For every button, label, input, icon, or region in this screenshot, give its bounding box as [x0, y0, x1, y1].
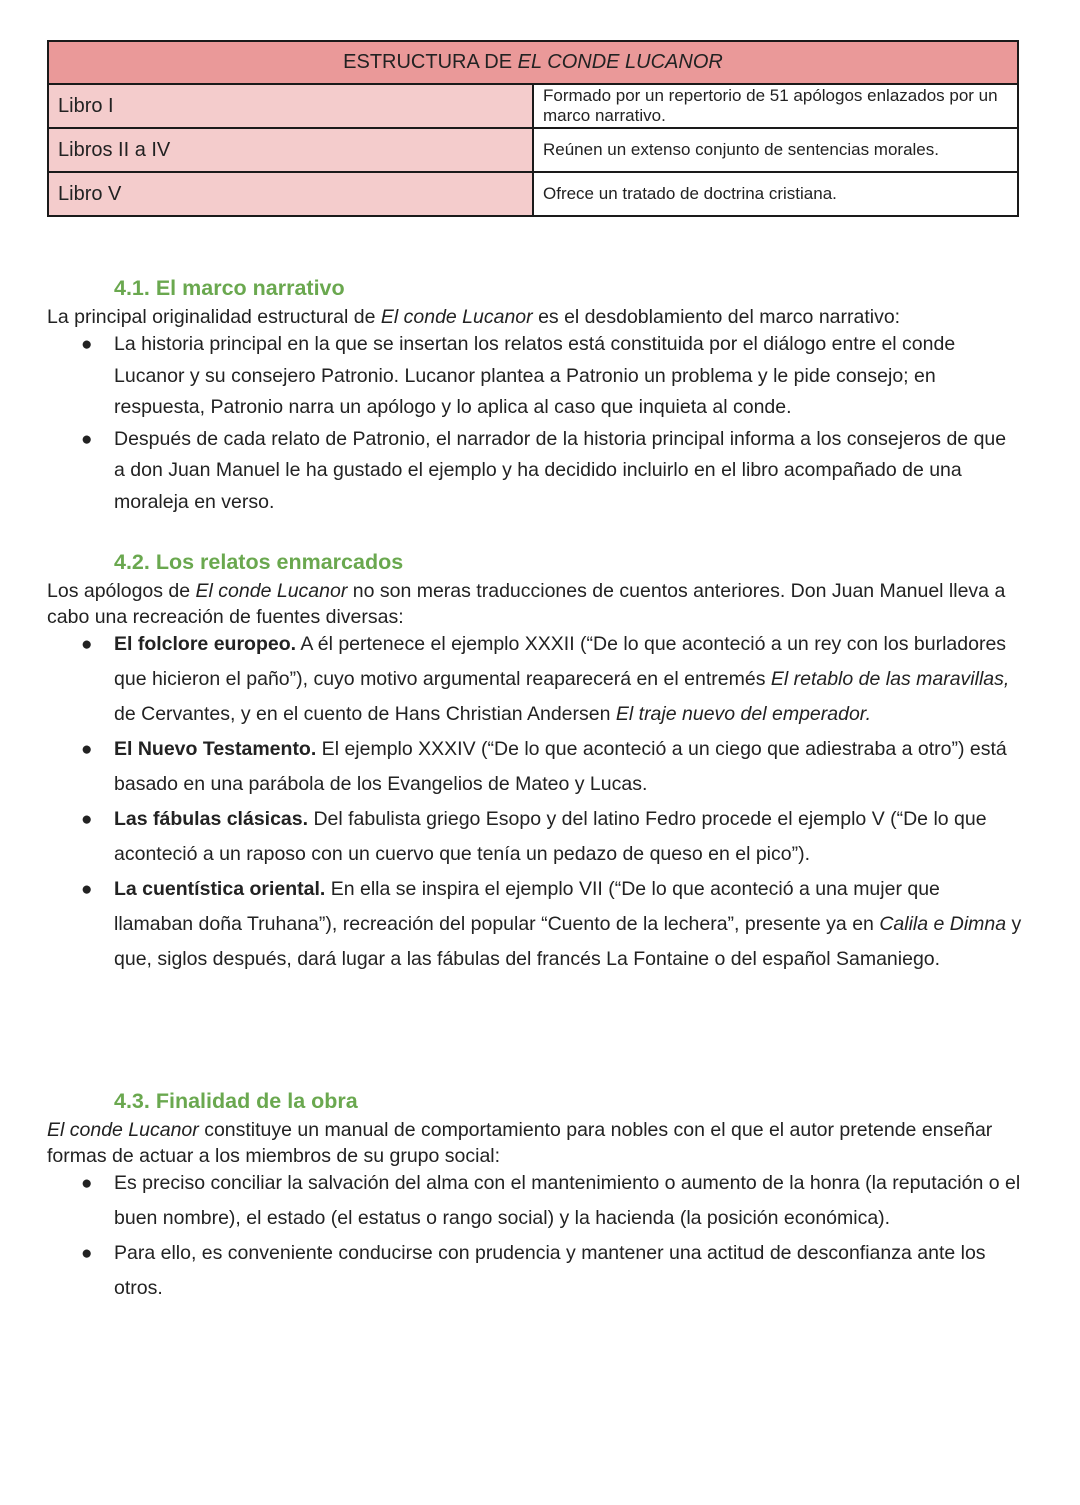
bullet-icon: ●: [81, 334, 93, 355]
section-intro: Los apólogos de El conde Lucanor no son meras traducciones de cuentos anteriores. Don Juan Manuel lleva a cabo una recreación de fuentes diversas:: [47, 580, 1006, 628]
bullet-list: [47, 1166, 1022, 1306]
bullet-icon: ●: [81, 879, 93, 900]
book-cell: Libro I: [48, 84, 533, 128]
bullet-icon: ●: [81, 809, 93, 830]
bullet-icon: ●: [81, 428, 93, 450]
section-intro: La principal originalidad estructural de El conde Lucanor es el desdoblamiento del marco narrativo:: [47, 306, 901, 328]
bullet-list: [47, 627, 1022, 977]
description-cell: Reúnen un extenso conjunto de sentencias morales.: [533, 128, 1018, 172]
section-title-relatos-enmarcados: 4.2. Los relatos enmarcados: [114, 550, 404, 574]
bullet-icon: ●: [81, 634, 93, 655]
description-cell: Ofrece un tratado de doctrina cristiana.: [533, 172, 1018, 216]
table-row: [48, 172, 1018, 216]
list-item: ● El folclore europeo. A él pertenece el ejemplo XXXII (“De lo que aconteció a un rey con los burladores que hicieron el paño”), cuyo motivo argumental reaparecerá en el entremés El retablo de las maravillas, de Cervantes, y en el cuento de Hans Christian Andersen El traje nuevo del emperador.: [47, 627, 1022, 732]
list-item: ● El Nuevo Testamento. El ejemplo XXXIV (“De lo que aconteció a un ciego que adiestraba a otro”) está basado en una parábola de los Evangelios de Mateo y Lucas.: [47, 732, 1022, 802]
section-title-finalidad: 4.3. Finalidad de la obra: [114, 1089, 358, 1113]
list-item: ● Después de cada relato de Patronio, el narrador de la historia principal informa a los consejeros de que a don Juan Manuel le ha gustado el ejemplo y ha decidido incluirlo en el libro acompañado de una moraleja en verso.: [47, 424, 1022, 519]
section-title-marco-narrativo: 4.1. El marco narrativo: [114, 276, 345, 300]
structure-table: [47, 40, 1019, 217]
list-item: ● Para ello, es conveniente conducirse con prudencia y mantener una actitud de desconfianza ante los otros.: [47, 1236, 1022, 1306]
bullet-icon: ●: [81, 1173, 93, 1194]
list-item: ● La cuentística oriental. En ella se inspira el ejemplo VII (“De lo que aconteció a una mujer que llamaban doña Truhana”), recreación del popular “Cuento de la lechera”, presente ya en Calila e Dimna y que, siglos después, dará lugar a las fábulas del francés La Fontaine o del español Samaniego.: [47, 872, 1022, 977]
table-header: ESTRUCTURA DE EL CONDE LUCANOR: [48, 41, 1018, 84]
book-cell: Libro V: [48, 172, 533, 216]
bullet-list: [47, 329, 1022, 518]
list-item: ● Es preciso conciliar la salvación del alma con el mantenimiento o aumento de la honra (la reputación o el buen nombre), el estado (el estatus o rango social) y la hacienda (la posición económica).: [47, 1166, 1022, 1236]
list-item: ● Las fábulas clásicas. Del fabulista griego Esopo y del latino Fedro procede el ejemplo V (“De lo que aconteció a un raposo con un cuervo que tenía un pedazo de queso en el pico”).: [47, 802, 1022, 872]
bullet-icon: ●: [81, 739, 93, 760]
book-cell: Libros II a IV: [48, 128, 533, 172]
bullet-icon: ●: [81, 1243, 93, 1264]
list-item: ● La historia principal en la que se insertan los relatos está constituida por el diálogo entre el conde Lucanor y su consejero Patronio. Lucanor plantea a Patronio un problema y le pide consejo; en respuesta, Patronio narra un apólogo y lo aplica al caso que inquieta al conde.: [47, 329, 1022, 424]
description-cell: Formado por un repertorio de 51 apólogos enlazados por un marco narrativo.: [533, 84, 1018, 128]
table-row: [48, 128, 1018, 172]
section-intro: El conde Lucanor constituye un manual de comportamiento para nobles con el que el autor pretende enseñar formas de actuar a los miembros de su grupo social:: [47, 1119, 993, 1167]
table-row: [48, 84, 1018, 128]
